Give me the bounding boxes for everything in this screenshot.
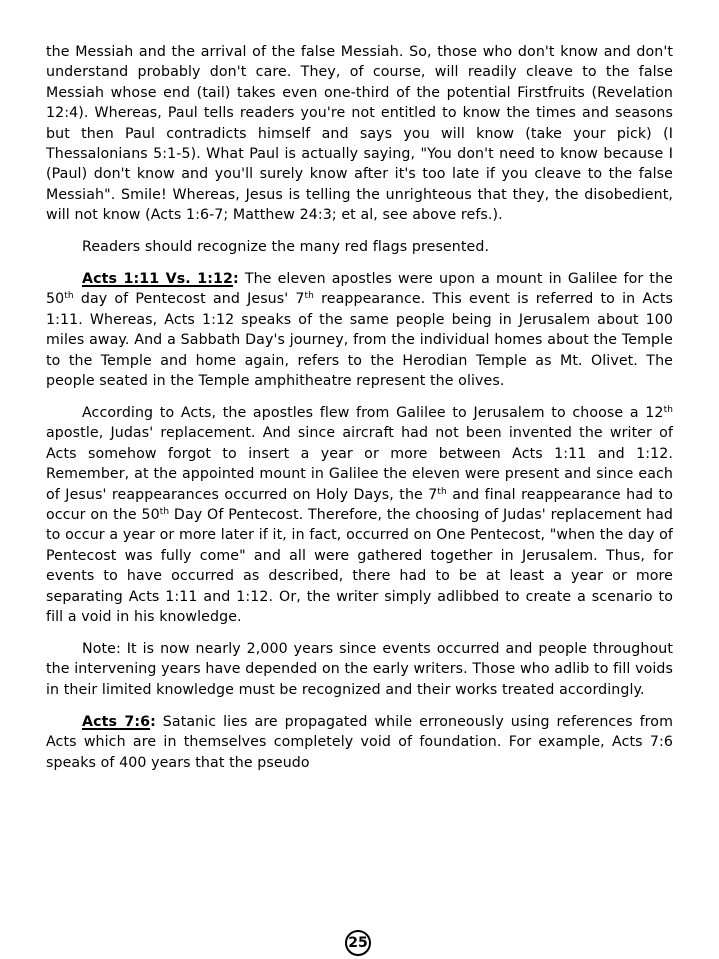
paragraph-text: the Messiah and the arrival of the false Messiah. So, those who don't know and don't understand probably don't care. They, of course, will readily cleave to the false Messiah whose end (tail) takes even one-third of the potential Firstfruits (Revelation 12:4). Whereas, Paul tells readers you're not entitled to know the times and seasons but then Paul contradicts himself and says you will know (take your pick) (I Thessalonians 5:1-5). What Paul is actually saying, "You don't need to know because I (Paul) don't know and you'll surely know after it's too late if you cleave to the false Messiah". Smile! Whereas, Jesus is telling the unrighteous that they, the disobedient, will not know (Acts 1:6-7; Matthew 24:3; et al, see above refs.).: [46, 44, 673, 224]
paragraph-text: apostle, Judas' replacement. And since aircraft had not been invented the writer of Acts somehow forgot to insert a year or more between Acts 1:11 and 1:12. Remember, at the appointed mount in Galilee the eleven were present and since each of Jesus' reappearances occurred on Holy Days, the 7: [46, 425, 673, 503]
section-heading-acts-7-6: Acts 7:6: [82, 713, 151, 730]
paragraph-text: reappearance. This event is referred to in Acts 1:11. Whereas, Acts 1:12 speaks of the same people being in Jerusalem about 100 miles away. And a Sabbath Day's journey, from the individual homes about the Temple to the Temple and home again, refers to the Herodian Temple as Mt. Olivet. The people seated in the Temple amphitheatre represent the olives.: [46, 291, 673, 390]
section-heading-acts-1-11: Acts 1:11 Vs. 1:12: [82, 271, 233, 288]
paragraph-text: and final reappearance had to occur on the 50: [46, 486, 673, 524]
ordinal-suffix: th: [304, 291, 314, 302]
paragraph-text: Note: It is now nearly 2,000 years since events occurred and people throughout the intervening years have depended on the early writers. Those who adlib to fill voids in their limited knowledge must be recognized and their works treated accordingly.: [46, 640, 673, 698]
paragraph-red-flags: [46, 237, 673, 257]
paragraph-text: Readers should recognize the many red flags presented.: [82, 239, 490, 256]
paragraph-acts-7-6: [46, 712, 673, 773]
paragraph-note: [46, 639, 673, 700]
ordinal-suffix: th: [64, 291, 74, 302]
document-body: [46, 42, 673, 784]
paragraph-acts-1-11: [46, 269, 673, 391]
heading-colon: :: [232, 271, 239, 288]
paragraph-text: According to Acts, the apostles flew from Galilee to Jerusalem to choose a 12: [82, 405, 664, 421]
paragraph-text: Day Of Pentecost. Therefore, the choosing of Judas' replacement had to occur a year or more later if it, in fact, occurred on One Pentecost, "when the day of Pentecost was fully come" and all were gathered together in Jerusalem. Thus, for events to have occurred as described, there had to be at least a year or more separating Acts 1:11 and 1:12. Or, the writer simply adlibbed to create a scenario to fill a void in his knowledge.: [46, 507, 673, 626]
page-number-badge: [345, 930, 371, 956]
paragraph-apostles-flew: [46, 403, 673, 627]
paragraph-text: day of Pentecost and Jesus' 7: [73, 291, 305, 308]
page-number: 25: [348, 935, 368, 951]
ordinal-suffix: th: [159, 507, 170, 518]
paragraph-text: The eleven apostles were upon a mount in Galilee for the 50: [46, 271, 673, 308]
ordinal-suffix: th: [663, 405, 673, 415]
heading-colon: :: [150, 713, 156, 730]
paragraph-text: Satanic lies are propagated while erroneously using references from Acts which are in themselves completely void of foundation. For example, Acts 7:6 speaks of 400 years that the pseudo: [46, 713, 673, 771]
paragraph-messiah: [46, 42, 673, 226]
ordinal-suffix: th: [437, 486, 447, 497]
